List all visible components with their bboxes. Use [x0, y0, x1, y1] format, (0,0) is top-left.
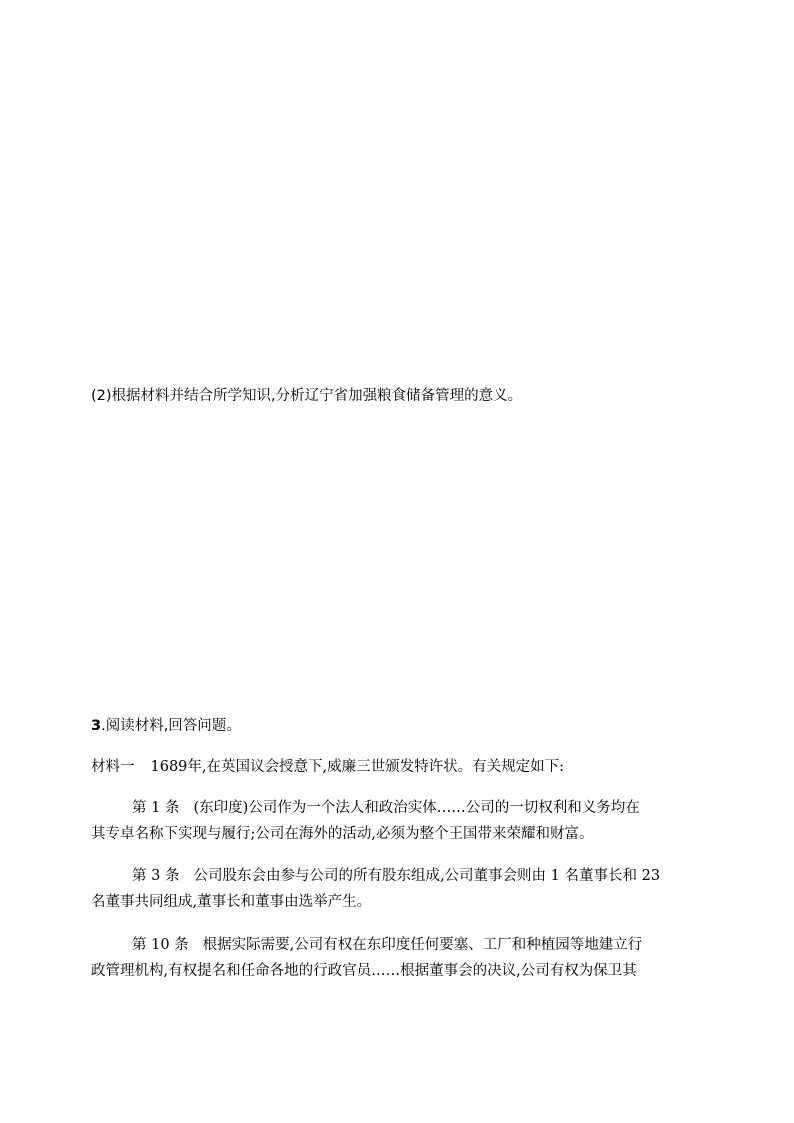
article-text: 根据实际需要,公司有权在东印度任何要塞、工厂和种植园等地建立行	[202, 937, 643, 953]
material-1-intro	[91, 757, 564, 777]
article-3-line-1	[132, 866, 660, 886]
article-text: (东印度)公司作为一个法人和政治实体……公司的一切权利和义务均在	[193, 800, 640, 816]
article-10-line-1	[132, 935, 642, 955]
article-label: 第 3 条	[132, 868, 180, 884]
article-10-line-2: 政管理机构,有权提名和任命各地的行政官员……根据董事会的决议,公司有权为保卫其	[91, 963, 637, 979]
material-label: 材料一	[91, 759, 135, 775]
article-1-line-2: 其专卓名称下实现与履行;公司在海外的活动,必须为整个王国带来荣耀和财富。	[91, 826, 594, 842]
article-1-line-1	[132, 798, 640, 818]
article-label: 第 1 条	[132, 800, 180, 816]
article-3-line-2: 名董事共同组成,董事长和董事由选举产生。	[91, 894, 372, 910]
question-3-prompt: .阅读材料,回答问题。	[101, 718, 241, 734]
question-3-heading	[91, 716, 241, 736]
question-2-text: (2)根据材料并结合所学知识,分析辽宁省加强粮食储备管理的意义。	[91, 388, 523, 404]
article-label: 第 10 条	[132, 937, 189, 953]
material-intro-text: 1689年,在英国议会授意下,威廉三世颁发特许状。有关规定如下:	[150, 759, 565, 775]
question-number: 3	[91, 718, 102, 734]
article-text: 公司股东会由参与公司的所有股东组成,公司董事会则由 1 名董事长和 23	[193, 868, 661, 884]
